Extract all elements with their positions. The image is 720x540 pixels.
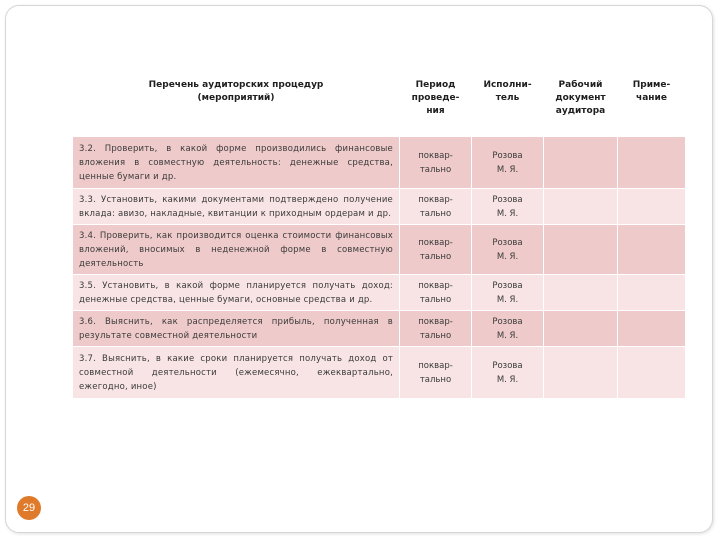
table-row	[73, 225, 686, 275]
header-note-label: Приме- чание	[632, 80, 671, 103]
header-period	[400, 73, 472, 137]
table-row	[73, 137, 686, 189]
working-doc-cell	[544, 311, 618, 347]
header-executor-label: Исполни- тель	[483, 80, 532, 103]
procedure-cell: 3.3. Установить, какими документами подтверждено получение вклада: авизо, накладные, квитанции к приходным ордерам и др.	[73, 189, 400, 225]
table-row	[73, 311, 686, 347]
note-cell	[618, 347, 686, 399]
note-cell	[618, 137, 686, 189]
procedure-cell: 3.4. Проверить, как производится оценка стоимости финансовых вложений, вносимых в неденежной форме в совместную деятельность	[73, 225, 400, 275]
audit-procedures-table	[72, 72, 686, 399]
executor-cell: Розова М. Я.	[472, 137, 544, 189]
note-cell	[618, 311, 686, 347]
procedure-cell: 3.7. Выяснить, в какие сроки планируется получать доход от совместной деятельности (ежемесячно, ежеквартально, ежегодно, иное)	[73, 347, 400, 399]
period-cell: поквар- тально	[400, 311, 472, 347]
table-row	[73, 347, 686, 399]
header-procedures-label: Перечень аудиторских процедур (мероприятий)	[148, 80, 324, 103]
table-header-row	[73, 73, 686, 137]
procedure-cell: 3.6. Выяснить, как распределяется прибыль, полученная в результате совместной деятельности	[73, 311, 400, 347]
working-doc-cell	[544, 137, 618, 189]
executor-cell: Розова М. Я.	[472, 275, 544, 311]
header-executor	[472, 73, 544, 137]
header-procedures	[73, 73, 400, 137]
period-cell: поквар- тально	[400, 137, 472, 189]
working-doc-cell	[544, 347, 618, 399]
header-working-document	[544, 73, 618, 137]
period-cell: поквар- тально	[400, 225, 472, 275]
header-working-document-label: Рабочий документ аудитора	[555, 80, 606, 116]
header-note	[618, 73, 686, 137]
procedure-cell: 3.2. Проверить, в какой форме производились финансовые вложения в совместную деятельность: денежные средства, ценные бумаги и др.	[73, 137, 400, 189]
working-doc-cell	[544, 189, 618, 225]
page-number-badge: 29	[17, 496, 41, 520]
note-cell	[618, 275, 686, 311]
period-cell: поквар- тально	[400, 347, 472, 399]
working-doc-cell	[544, 275, 618, 311]
note-cell	[618, 189, 686, 225]
working-doc-cell	[544, 225, 618, 275]
table-row	[73, 189, 686, 225]
executor-cell: Розова М. Я.	[472, 311, 544, 347]
note-cell	[618, 225, 686, 275]
procedure-cell: 3.5. Установить, в какой форме планируется получать доход: денежные средства, ценные бумаги, основные средства и др.	[73, 275, 400, 311]
executor-cell: Розова М. Я.	[472, 189, 544, 225]
table-row	[73, 275, 686, 311]
period-cell: поквар- тально	[400, 275, 472, 311]
header-period-label: Период проведе- ния	[411, 80, 460, 116]
executor-cell: Розова М. Я.	[472, 347, 544, 399]
period-cell: поквар- тально	[400, 189, 472, 225]
executor-cell: Розова М. Я.	[472, 225, 544, 275]
